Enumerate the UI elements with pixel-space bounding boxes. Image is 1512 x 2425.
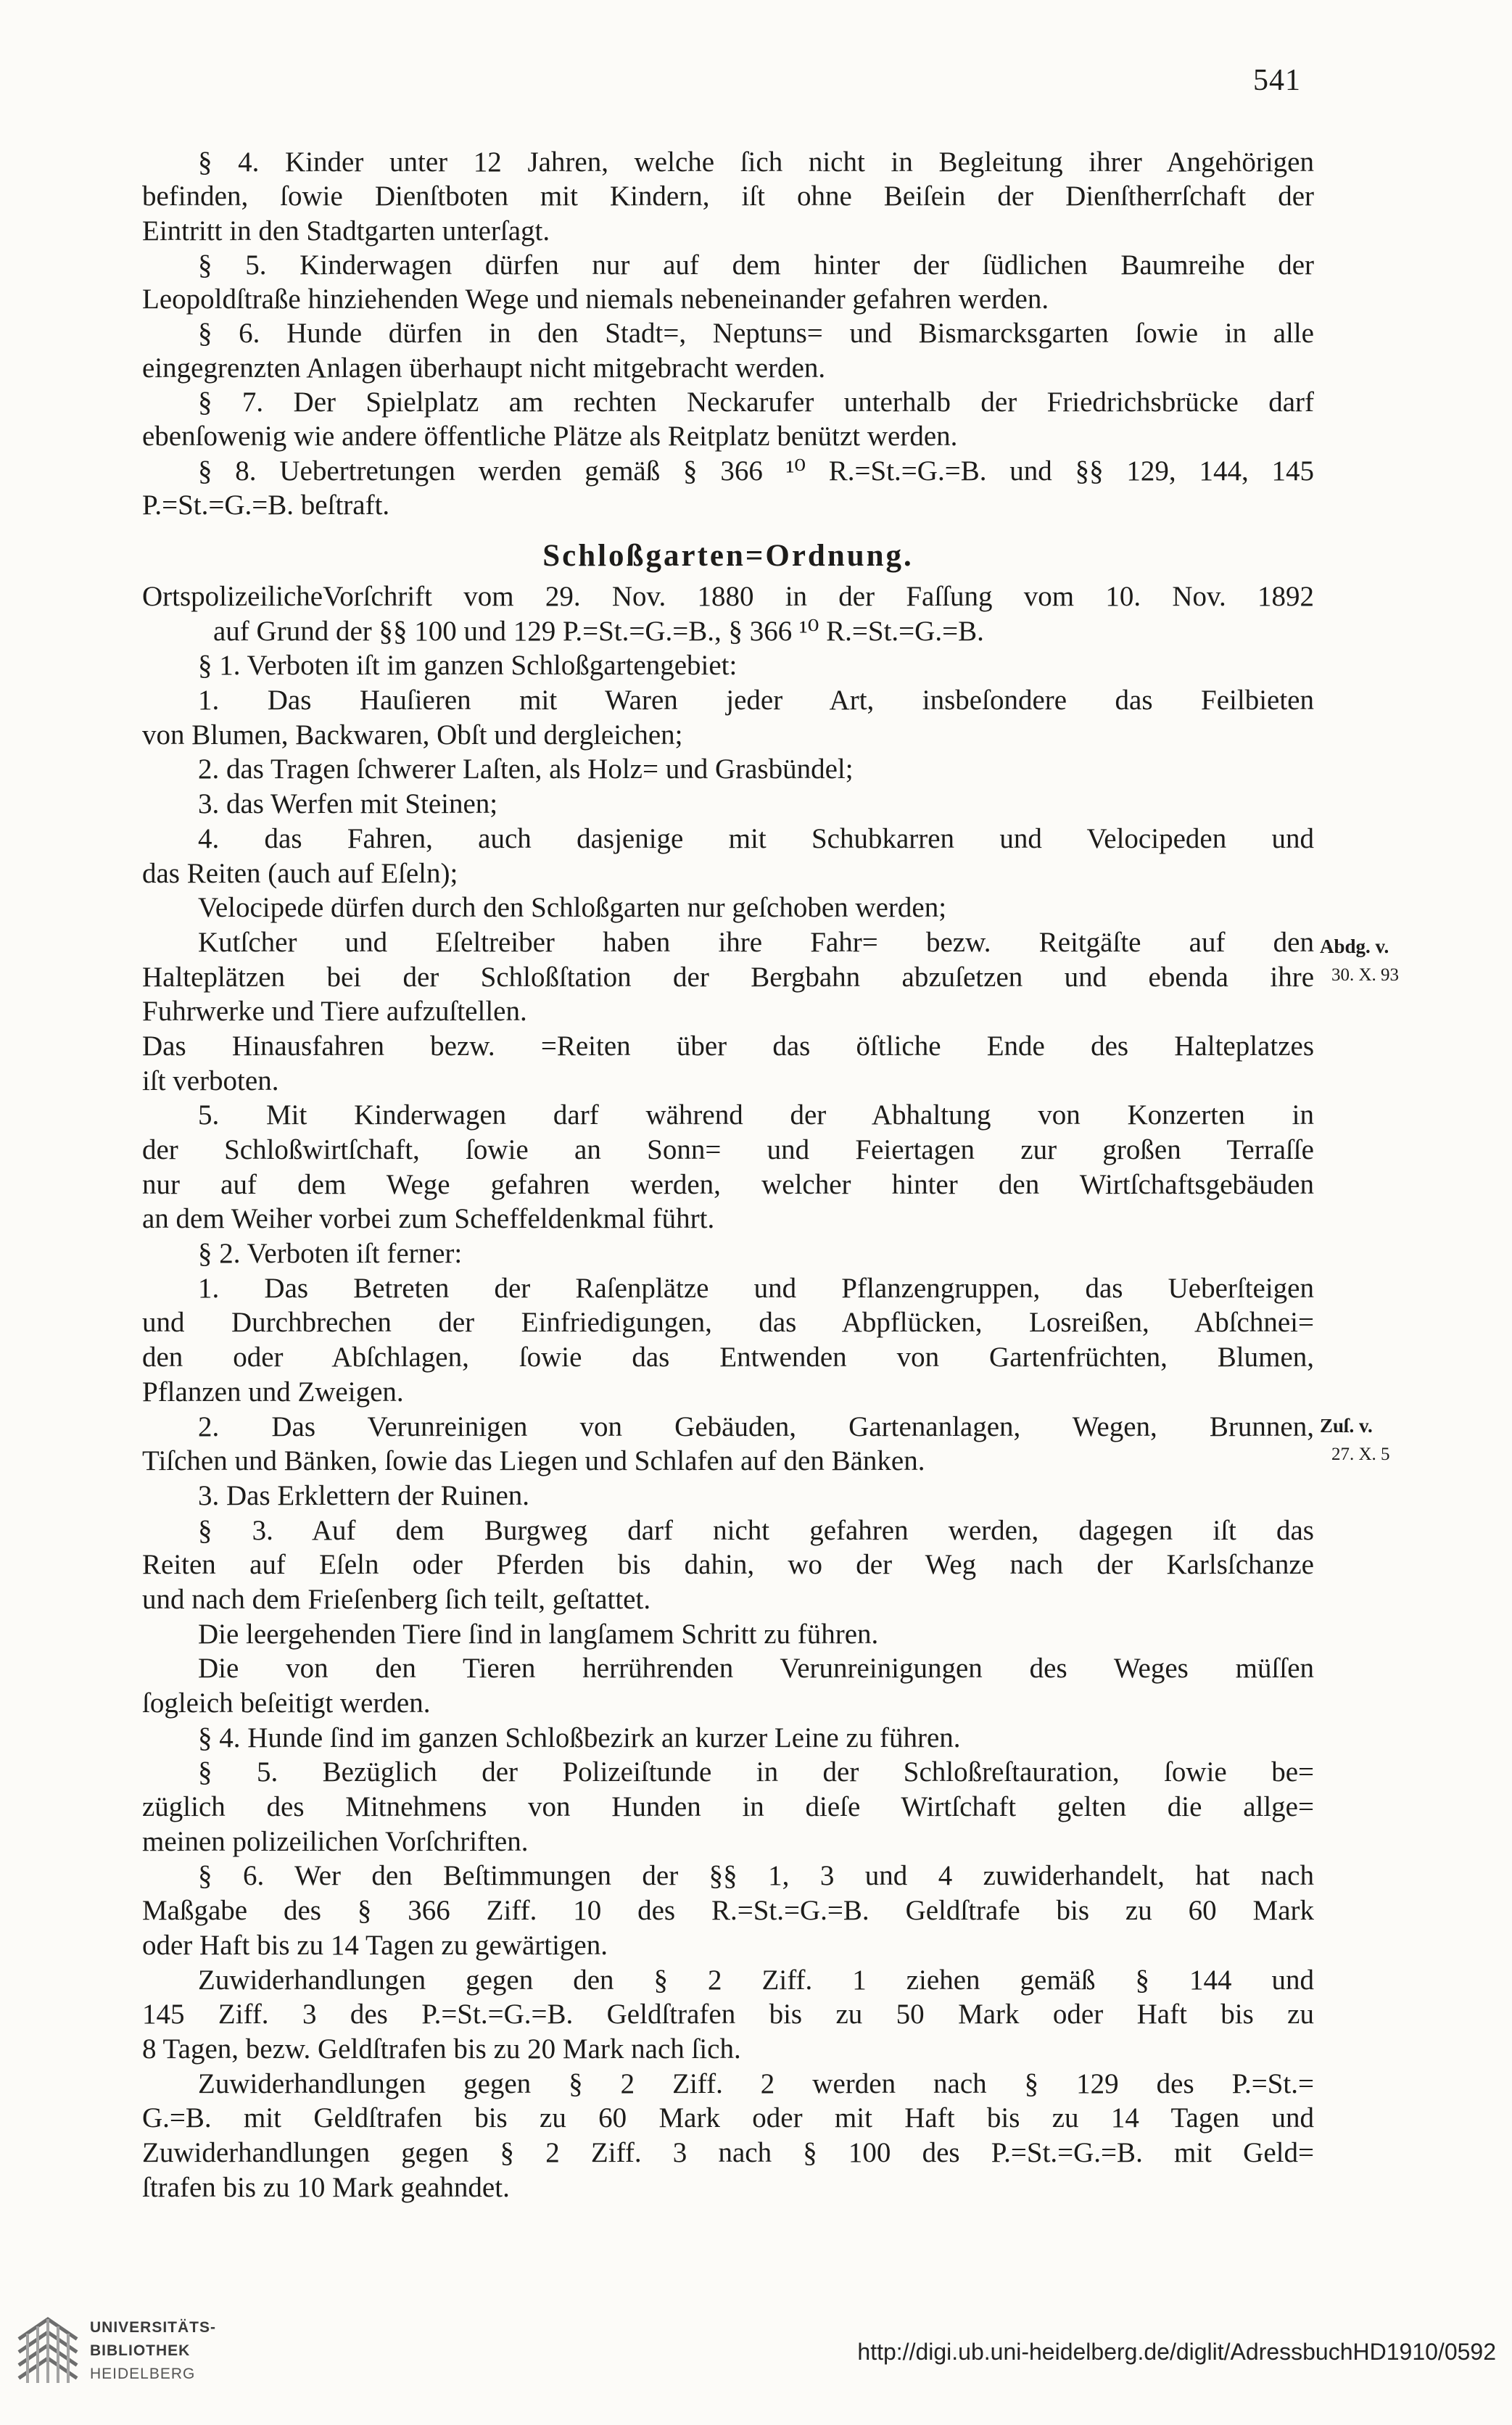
paragraph-line: Die leergehenden Tiere ſind in langſamem Schritt zu führen. (198, 1618, 879, 1650)
schlossgarten-rules (142, 579, 1314, 2205)
paragraph-line: Kutſcher und Eſeltreiber haben ihre Fahr= bezw. Reitgäſte auf den (198, 926, 1314, 958)
stadtgarten-rules (142, 145, 1314, 522)
paragraph-line: und nach dem Frieſenberg ſich teilt, geſtattet. (142, 1583, 651, 1615)
paragraph-line: an dem Weiher vorbei zum Scheffeldenkmal führt. (142, 1203, 715, 1235)
source-url: http://digi.ub.uni-heidelberg.de/diglit/AdressbuchHD1910/0592 (857, 2339, 1496, 2365)
margin-note (1320, 932, 1399, 990)
paragraph-line: iſt verboten. (142, 1065, 279, 1096)
paragraph-line: eingegrenzten Anlagen überhaupt nicht mitgebracht werden. (142, 352, 826, 384)
paragraph-line: auf Grund der §§ 100 und 129 P.=St.=G.=B., § 366 ¹⁰ R.=St.=G.=B. (213, 615, 984, 647)
paragraph-line: 2. das Tragen ſchwerer Laſten, als Holz= und Grasbündel; (198, 753, 854, 785)
library-name-line: HEIDELBERG (90, 2366, 196, 2382)
paragraph-line: § 5. Kinderwagen dürfen nur auf dem hinter der ſüdlichen Baumreihe der (198, 249, 1314, 281)
paragraph-line: 2. Das Verunreinigen von Gebäuden, Gartenanlagen, Wegen, Brunnen, (198, 1410, 1314, 1442)
paragraph-line: Pflanzen und Zweigen. (142, 1376, 404, 1408)
paragraph-line: § 4. Kinder unter 12 Jahren, welche ſich nicht in Begleitung ihrer Angehörigen (198, 146, 1314, 178)
library-name (90, 2316, 216, 2386)
paragraph-line: Zuwiderhandlungen gegen § 2 Ziff. 2 werden nach § 129 des P.=St.= (198, 2067, 1314, 2099)
paragraph-line: 5. Mit Kinderwagen darf während der Abhaltung von Konzerten in (198, 1099, 1314, 1131)
paragraph-line: Das Hinausfahren bezw. =Reiten über das öſtliche Ende des Halteplatzes (142, 1030, 1314, 1062)
paragraph-line: § 6. Wer den Beſtimmungen der §§ 1, 3 und 4 zuwiderhandelt, hat nach (198, 1860, 1314, 1892)
paragraph-line: 145 Ziff. 3 des P.=St.=G.=B. Geldſtrafen bis zu 50 Mark oder Haft bis zu (142, 1999, 1314, 2031)
paragraph-line: § 2. Verboten iſt ferner: (198, 1238, 463, 1270)
margin-note-date: 30. X. 93 (1331, 965, 1400, 985)
paragraph-line: G.=B. mit Geldſtrafen bis zu 60 Mark oder mit Haft bis zu 14 Tagen und (142, 2102, 1314, 2134)
paragraph-line: § 6. Hunde dürfen in den Stadt=, Neptuns= und Bismarcksgarten ſowie in alle (198, 318, 1314, 350)
university-library-logo-icon (15, 2313, 81, 2389)
paragraph-line: befinden, ſowie Dienſtboten mit Kindern, iſt ohne Beiſein der Dienſtherrſchaft der (142, 181, 1314, 212)
paragraph-line: Zuwiderhandlungen gegen § 2 Ziff. 3 nach § 100 des P.=St.=G.=B. mit Geld= (142, 2136, 1314, 2168)
paragraph-line: von Blumen, Backwaren, Obſt und dergleichen; (142, 719, 683, 751)
paragraph-line: 1. Das Hauſieren mit Waren jeder Art, insbeſondere das Feilbieten (198, 685, 1314, 716)
paragraph-line: 1. Das Betreten der Raſenplätze und Pflanzengruppen, das Ueberſteigen (198, 1272, 1314, 1304)
paragraph-line: § 5. Bezüglich der Polizeiſtunde in der Schloßreſtauration, ſowie be= (198, 1756, 1314, 1788)
paragraph-line: Leopoldſtraße hinziehenden Wege und niemals nebeneinander gefahren werden. (142, 284, 1049, 315)
paragraph-line: § 7. Der Spielplatz am rechten Neckarufer unterhalb der Friedrichsbrücke darf (198, 387, 1314, 418)
section-heading: Schloßgarten=Ordnung. (542, 539, 914, 573)
paragraph-line: der Schloßwirtſchaft, ſowie an Sonn= und Feiertagen zur großen Terraſſe (142, 1134, 1314, 1165)
paragraph-line: 4. das Fahren, auch dasjenige mit Schubkarren und Velocipeden und (198, 822, 1314, 854)
library-name-line: UNIVERSITÄTS- (90, 2319, 217, 2336)
paragraph-line: züglich des Mitnehmens von Hunden in dieſe Wirtſchaft gelten die allge= (142, 1791, 1314, 1823)
paragraph-line: Tiſchen und Bänken, ſowie das Liegen und Schlafen auf den Bänken. (142, 1445, 925, 1477)
paragraph-line: ſogleich beſeitigt werden. (142, 1687, 431, 1719)
paragraph-line: Velocipede dürfen durch den Schloßgarten nur geſchoben werden; (198, 892, 947, 924)
paragraph-line: und Durchbrechen der Einfriedigungen, das Abpflücken, Losreißen, Abſchnei= (142, 1307, 1314, 1339)
paragraph-line: Die von den Tieren herrührenden Verunreinigungen des Weges müſſen (198, 1653, 1314, 1685)
paragraph-line: 3. das Werfen mit Steinen; (198, 788, 498, 820)
paragraph-line: 3. Das Erklettern der Ruinen. (198, 1479, 530, 1511)
paragraph-line: § 8. Uebertretungen werden gemäß § 366 ¹⁰ R.=St.=G.=B. und §§ 129, 144, 145 (198, 455, 1314, 487)
paragraph-line: ebenſowenig wie andere öffentliche Plätze als Reitplatz benützt werden. (142, 421, 958, 453)
paragraph-line: den oder Abſchlagen, ſowie das Entwenden von Gartenfrüchten, Blumen, (142, 1342, 1314, 1373)
paragraph-line: Eintritt in den Stadtgarten unterſagt. (142, 215, 550, 247)
paragraph-line: nur auf dem Wege gefahren werden, welcher hinter den Wirtſchaftsgebäuden (142, 1168, 1314, 1200)
paragraph-line: 8 Tagen, bezw. Geldſtrafen bis zu 20 Mark nach ſich. (142, 2033, 741, 2065)
margin-note-reference: Abdg. v. (1320, 935, 1389, 957)
library-name-line: BIBLIOTHEK (90, 2342, 191, 2359)
page-number: 541 (1253, 64, 1301, 97)
paragraph-line: ſtrafen bis zu 10 Mark geahndet. (142, 2171, 510, 2203)
paragraph-line: das Reiten (auch auf Eſeln); (142, 857, 458, 889)
paragraph-line: Zuwiderhandlungen gegen den § 2 Ziff. 1 ziehen gemäß § 144 und (198, 1964, 1314, 1996)
margin-note (1320, 1411, 1390, 1469)
paragraph-line: § 1. Verboten iſt im ganzen Schloßgartengebiet: (198, 650, 738, 682)
margin-note-date: 27. X. 5 (1331, 1445, 1390, 1464)
paragraph-line: Maßgabe des § 366 Ziff. 10 des R.=St.=G.=B. Geldſtrafe bis zu 60 Mark (142, 1895, 1314, 1927)
paragraph-line: oder Haft bis zu 14 Tagen zu gewärtigen. (142, 1929, 608, 1961)
margin-note-reference: Zuſ. v. (1320, 1415, 1373, 1437)
paragraph-line: meinen polizeilichen Vorſchriften. (142, 1825, 529, 1857)
paragraph-line: Reiten auf Eſeln oder Pferden bis dahin, wo der Weg nach der Karlsſchanze (142, 1549, 1314, 1581)
paragraph-line: Halteplätzen bei der Schloßſtation der Bergbahn abzuſetzen und ebenda ihre (142, 961, 1314, 993)
paragraph-line: § 4. Hunde ſind im ganzen Schloßbezirk an kurzer Leine zu führen. (198, 1722, 961, 1753)
paragraph-line: Fuhrwerke und Tiere aufzuſtellen. (142, 996, 527, 1028)
paragraph-line: P.=St.=G.=B. beſtraft. (142, 489, 390, 521)
paragraph-line: § 3. Auf dem Burgweg darf nicht gefahren werden, dagegen iſt das (198, 1514, 1314, 1546)
paragraph-line: OrtspolizeilicheVorſchrift vom 29. Nov. 1880 in der Faſſung vom 10. Nov. 1892 (142, 581, 1314, 612)
